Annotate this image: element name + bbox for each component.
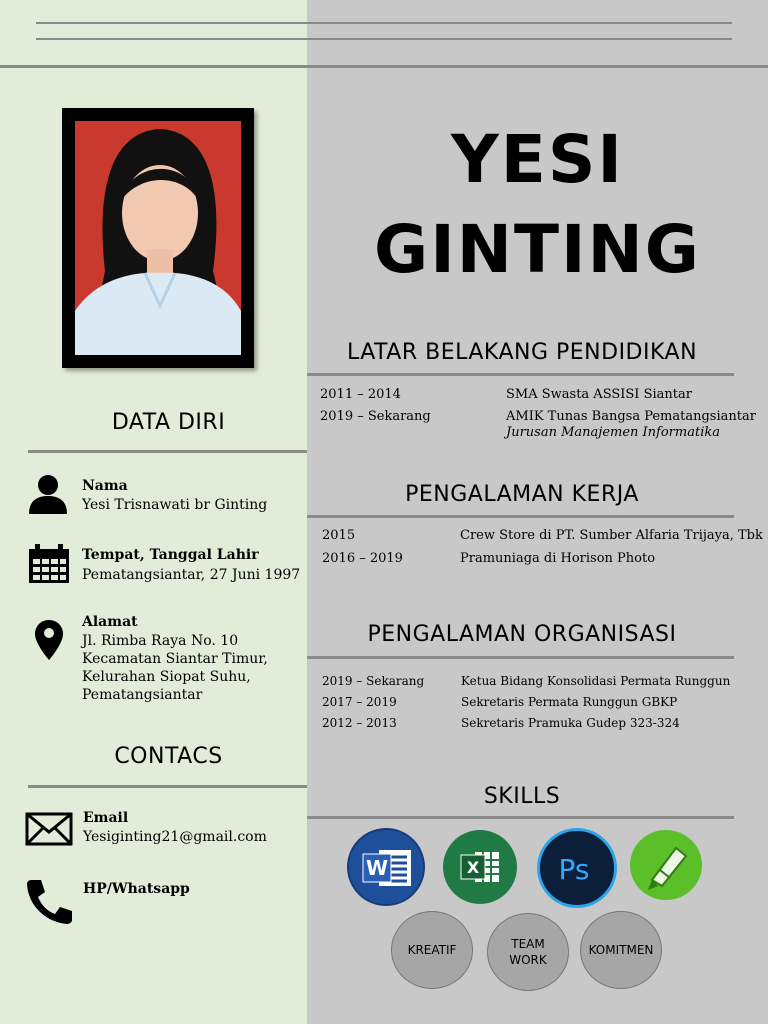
section-title-contacs: CONTACS xyxy=(114,744,223,769)
alamat-line-2: Kecamatan Siantar Timur, xyxy=(82,651,268,667)
pendidikan-text-1: SMA Swasta ASSISI Siantar xyxy=(506,387,692,402)
section-title-pendidikan: LATAR BELAKANG PENDIDIKAN xyxy=(346,340,698,365)
soft-skill-team-work xyxy=(487,913,569,991)
envelope-icon xyxy=(25,812,73,850)
kerja-years-1: 2015 xyxy=(322,528,356,543)
calendar-icon xyxy=(28,544,70,588)
organisasi-text-3: Sekretaris Pramuka Gudep 323-324 xyxy=(461,716,680,730)
top-rule-2 xyxy=(36,38,732,40)
nama-value: Yesi Trisnawati br Ginting xyxy=(82,497,268,513)
phone-icon xyxy=(25,878,73,928)
alamat-line-3: Kelurahan Siopat Suhu, xyxy=(82,669,251,685)
photoshop-icon xyxy=(537,828,617,908)
pendidikan-years-2: 2019 – Sekarang xyxy=(320,409,431,424)
organisasi-years-2: 2017 – 2019 xyxy=(322,695,397,709)
soft-skill-team-work-label: TEAM WORK xyxy=(509,937,547,967)
coreldraw-icon xyxy=(630,830,702,900)
pendidikan-rule xyxy=(307,373,734,376)
email-label: Email xyxy=(83,810,129,826)
excel-icon xyxy=(443,830,517,904)
top-rule-1 xyxy=(36,22,732,24)
organisasi-rule xyxy=(307,656,734,659)
kerja-text-2: Pramuniaga di Horison Photo xyxy=(460,551,656,566)
section-title-kerja: PENGALAMAN KERJA xyxy=(405,482,639,507)
pendidikan-text-2: AMIK Tunas Bangsa Pematangsiantar xyxy=(506,409,756,424)
organisasi-text-2: Sekretaris Permata Runggun GBKP xyxy=(461,695,678,709)
contacs-rule xyxy=(28,785,307,788)
word-icon xyxy=(347,828,425,906)
section-title-skills: SKILLS xyxy=(483,784,561,809)
soft-skill-kreatif: KREATIF xyxy=(391,911,473,989)
person-icon xyxy=(28,474,68,518)
name-first: YESI xyxy=(451,121,624,198)
data-diri-rule xyxy=(28,450,307,453)
organisasi-text-1: Ketua Bidang Konsolidasi Permata Runggun xyxy=(461,674,731,688)
hp-label: HP/Whatsapp xyxy=(83,881,190,897)
kerja-years-2: 2016 – 2019 xyxy=(322,551,403,566)
soft-skill-komitmen: KOMITMEN xyxy=(580,911,662,989)
alamat-line-1: Jl. Rimba Raya No. 10 xyxy=(82,633,239,649)
section-title-organisasi: PENGALAMAN ORGANISASI xyxy=(367,622,677,647)
svg-text:W: W xyxy=(365,856,389,880)
organisasi-years-3: 2012 – 2013 xyxy=(322,716,397,730)
profile-photo-frame xyxy=(62,108,254,368)
kerja-text-1: Crew Store di PT. Sumber Alfaria Trijaya, Tbk xyxy=(460,528,763,543)
location-pin-icon xyxy=(35,620,63,664)
alamat-label: Alamat xyxy=(82,614,138,630)
ttl-label: Tempat, Tanggal Lahir xyxy=(82,547,259,563)
skills-rule xyxy=(307,816,734,819)
svg-text:Ps: Ps xyxy=(558,853,590,886)
pendidikan-years-1: 2011 – 2014 xyxy=(320,387,401,402)
svg-text:X: X xyxy=(466,858,480,877)
organisasi-years-1: 2019 – Sekarang xyxy=(322,674,425,688)
ttl-value: Pematangsiantar, 27 Juni 1997 xyxy=(82,567,301,583)
nama-label: Nama xyxy=(82,478,128,494)
profile-photo xyxy=(75,121,241,355)
kerja-rule xyxy=(307,515,734,518)
section-title-data-diri: DATA DIRI xyxy=(111,410,226,435)
pendidikan-sub-2: Jurusan Manajemen Informatika xyxy=(506,425,720,440)
name-last: GINTING xyxy=(374,211,701,288)
alamat-line-4: Pematangsiantar xyxy=(82,687,203,703)
top-rule-3 xyxy=(0,65,768,68)
email-value: Yesiginting21@gmail.com xyxy=(83,829,267,845)
